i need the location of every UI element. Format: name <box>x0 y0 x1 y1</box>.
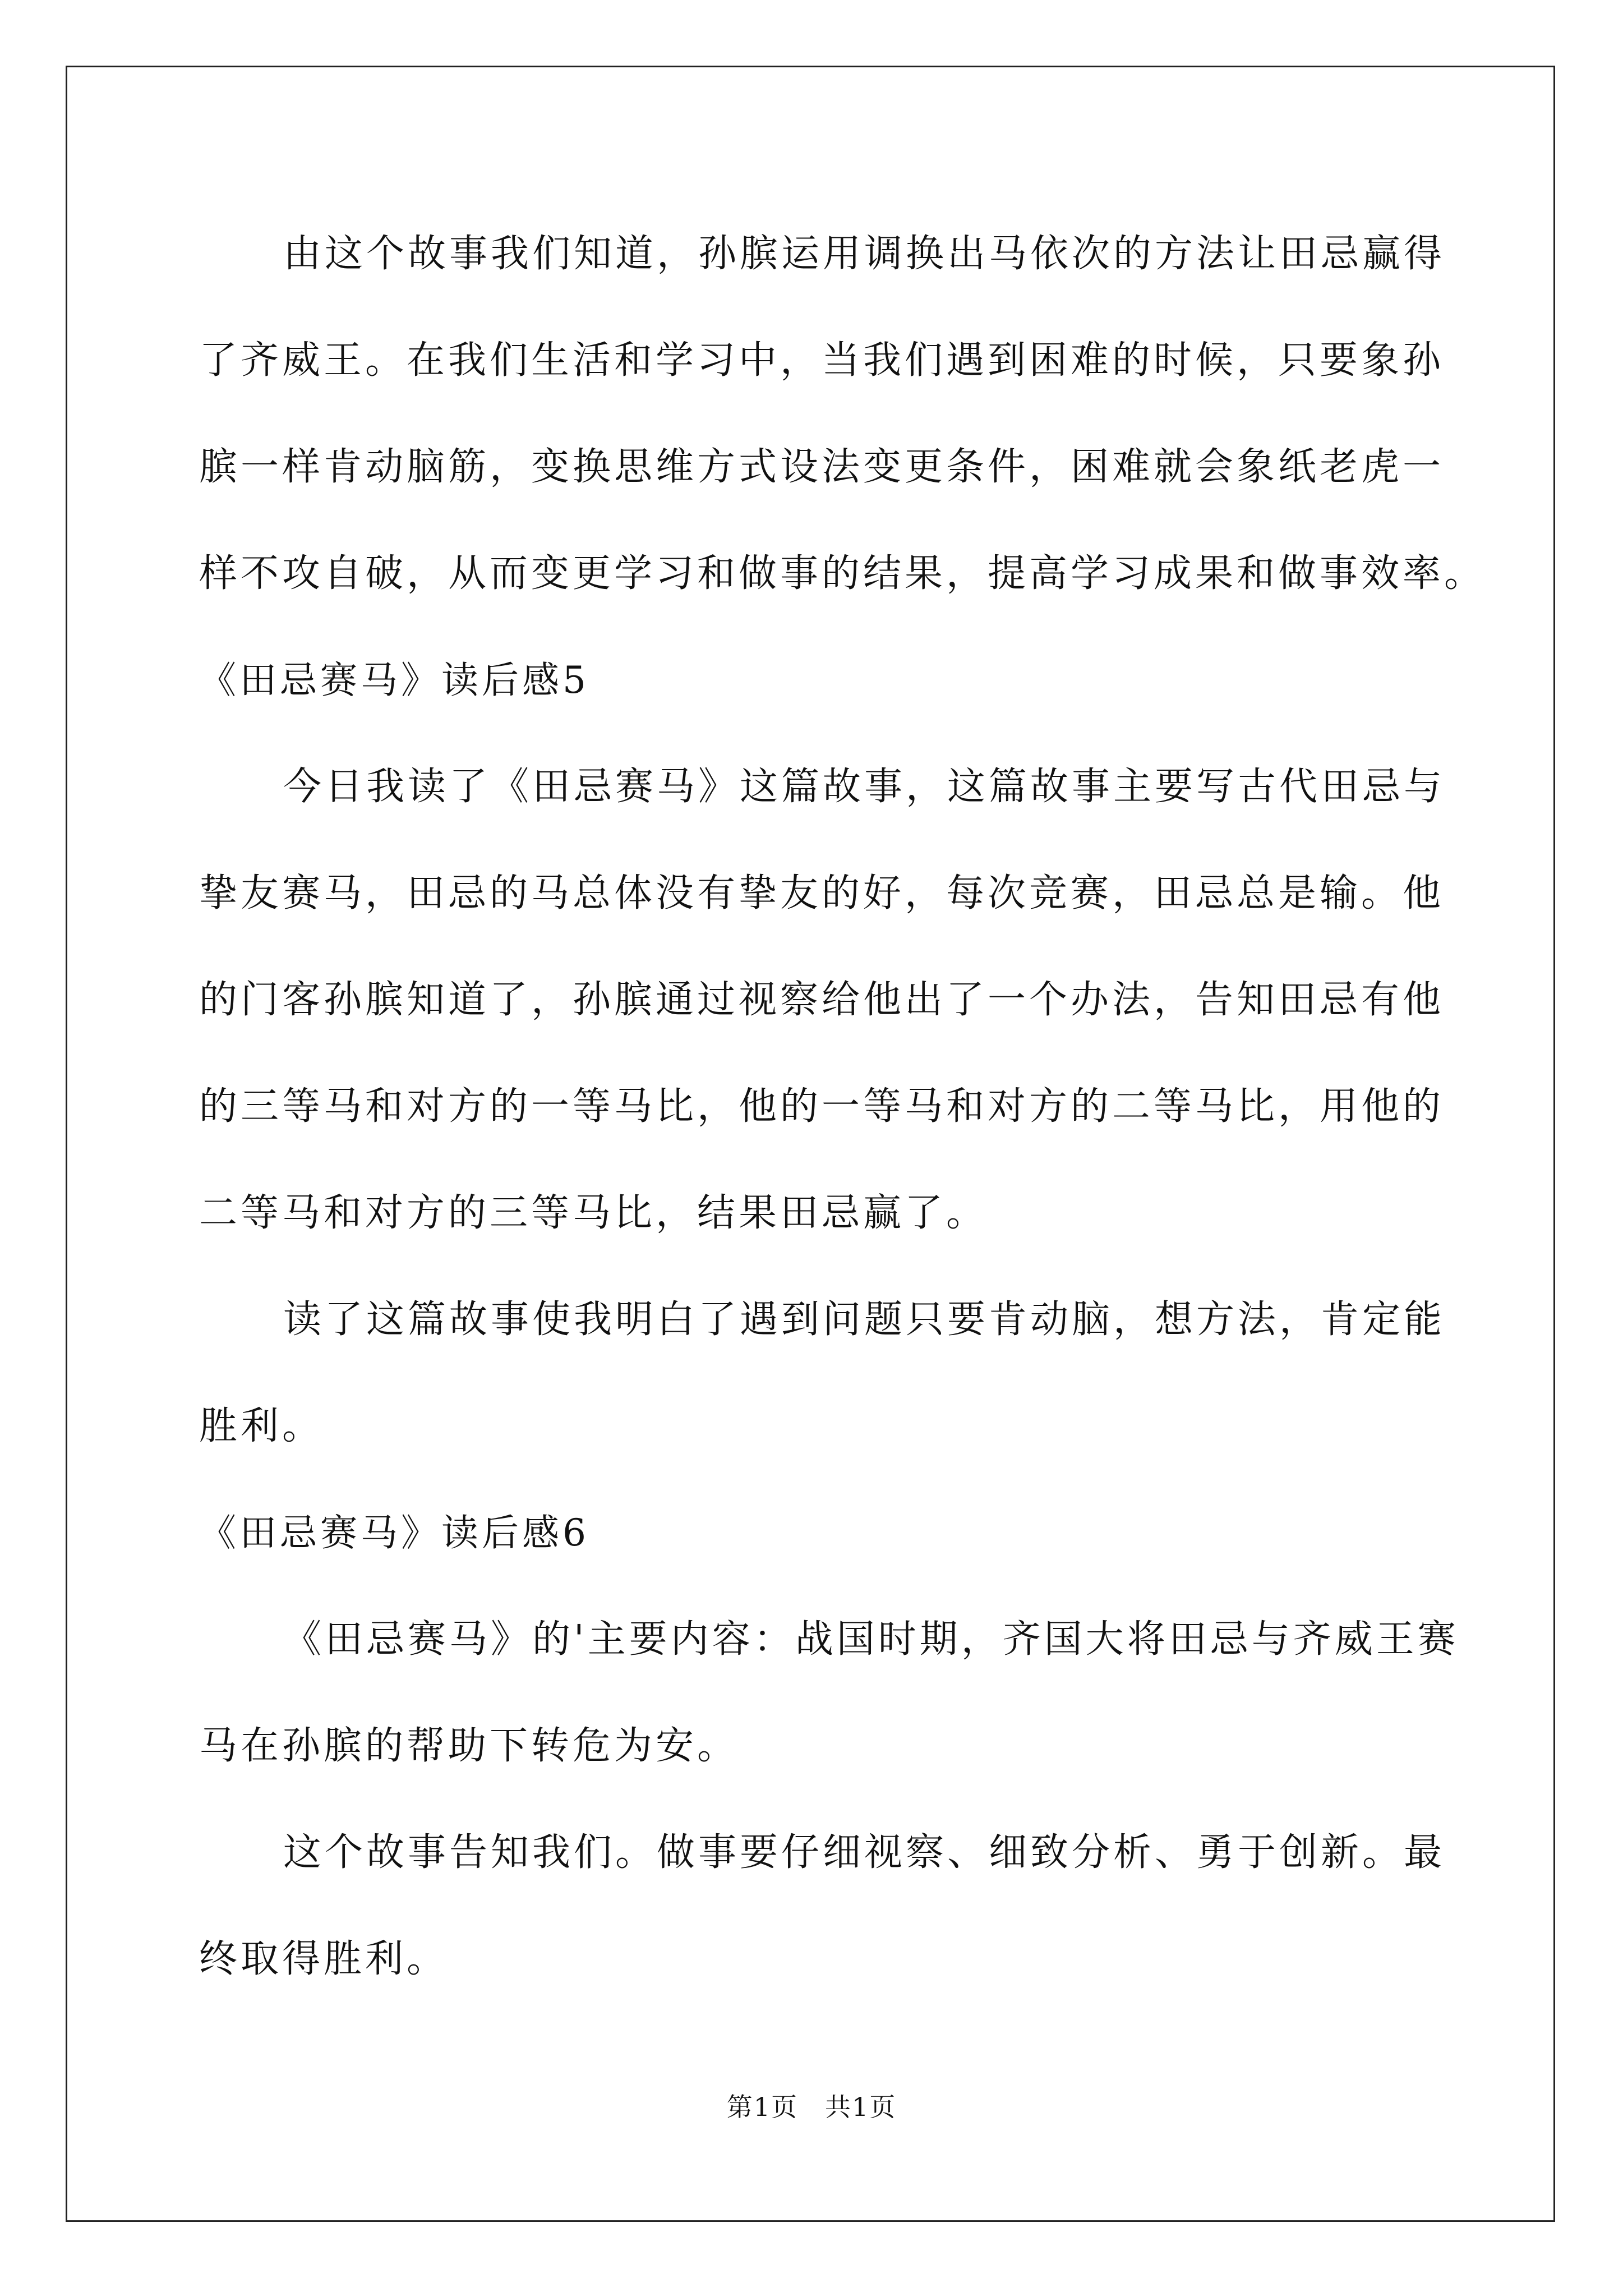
paragraph-line: 读了这篇故事使我明白了遇到问题只要肯动脑，想方法，肯定能 <box>283 1297 1446 1342</box>
paragraph-line: 终取得胜利。 <box>199 1937 449 1981</box>
paragraph-line: 今日我读了《田忌赛马》这篇故事，这篇故事主要写古代田忌与 <box>283 765 1446 809</box>
paragraph-line: 马在孙膑的帮助下转危为安。 <box>199 1724 739 1768</box>
paragraph-line: 了齐威王。在我们生活和学习中，当我们遇到困难的时候，只要象孙 <box>199 338 1445 383</box>
paragraph-line: 胜利。 <box>199 1404 324 1448</box>
paragraph-line: 的三等马和对方的一等马比，他的一等马和对方的二等马比，用他的 <box>199 1084 1445 1129</box>
paragraph-line: 由这个故事我们知道，孙膑运用调换出马依次的方法让田忌赢得 <box>283 232 1446 276</box>
paragraph-line: 的门客孙膑知道了，孙膑通过视察给他出了一个办法，告知田忌有他 <box>199 978 1445 1022</box>
paragraph-line: 挚友赛马，田忌的马总体没有挚友的好，每次竞赛，田忌总是输。他 <box>199 871 1445 915</box>
section-heading: 《田忌赛马》读后感5 <box>199 659 589 702</box>
page-number-footer: 第1页 共1页 <box>726 2092 897 2122</box>
paragraph-line: 样不攻自破，从而变更学习和做事的结果，提高学习成果和做事效率。 <box>199 551 1486 596</box>
paragraph-line: 膑一样肯动脑筋，变换思维方式设法变更条件，困难就会象纸老虎一 <box>199 445 1445 489</box>
paragraph-line: 这个故事告知我们。做事要仔细视察、细致分析、勇于创新。最 <box>283 1830 1446 1875</box>
section-heading: 《田忌赛马》读后感6 <box>199 1511 589 1554</box>
paragraph-line: 《田忌赛马》的'主要内容：战国时期，齐国大将田忌与齐威王赛 <box>283 1617 1459 1662</box>
page-border <box>66 66 1555 2222</box>
paragraph-line: 二等马和对方的三等马比，结果田忌赢了。 <box>199 1191 988 1235</box>
